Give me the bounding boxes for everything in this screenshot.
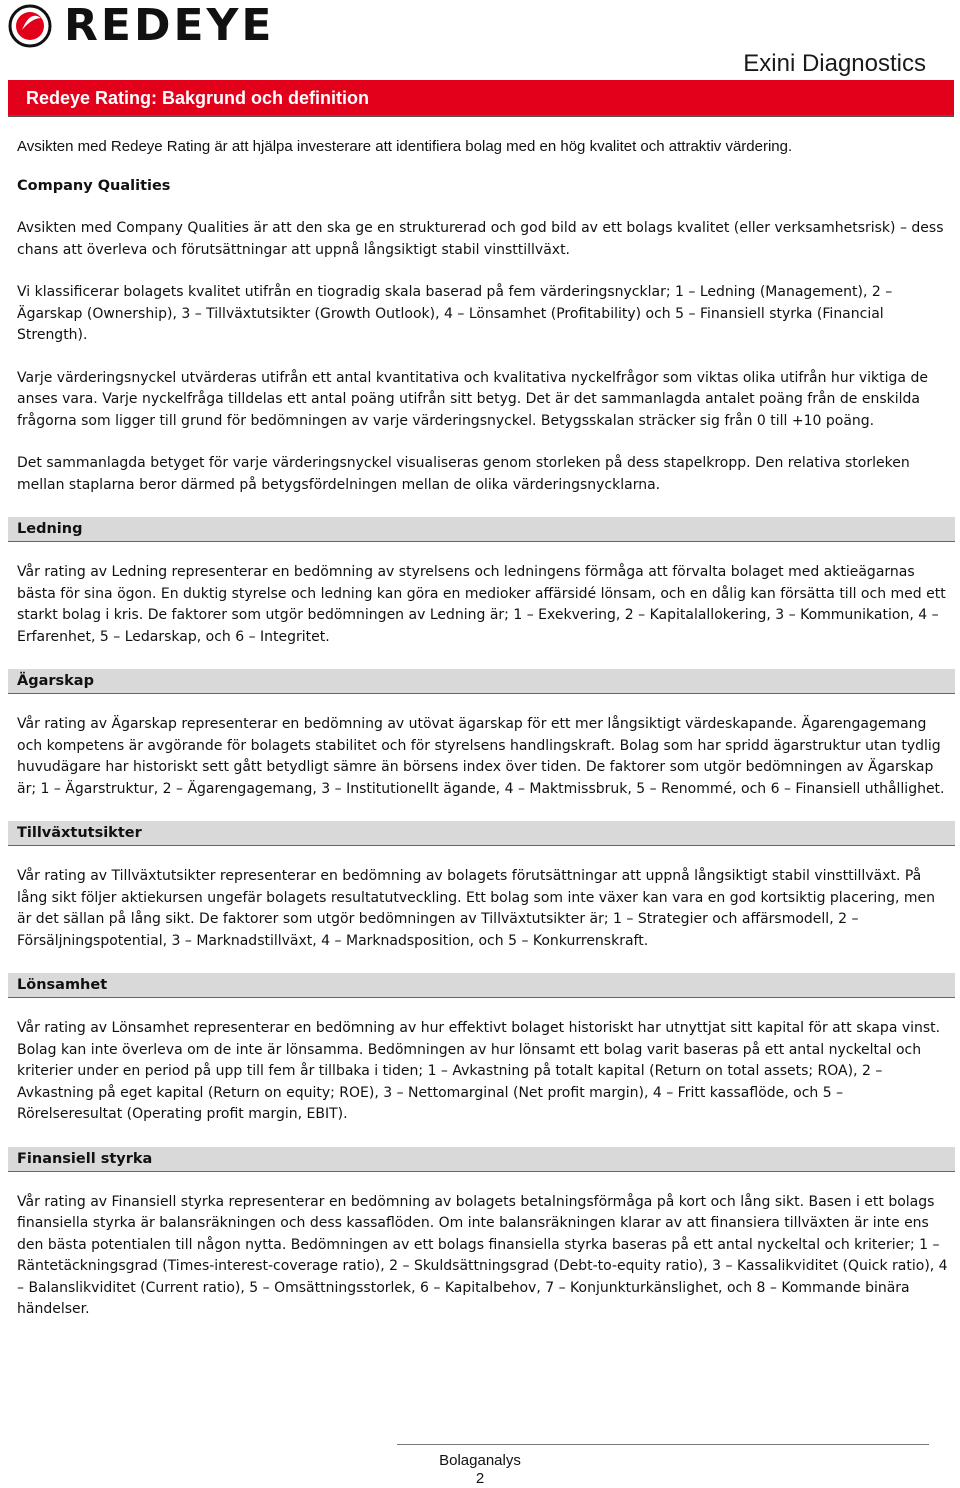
section-text-tillvaxtutsikter: Vår rating av Tillväxtutsikter representerar en bedömning av bolagets förutsättningar att uppnå långsiktigt stabil vinsttillväxt. På lång sikt följer aktiekursen ungefär bolagets resultatutveckling. Ett bolag som inte växer kan vara en god kortsiktig placering, men är det sällan på lång sikt. De faktorer som utgör bedömningen av Tillväxtutsikter är; 1 – Strategier och affärsmodell, 2 – Försäljningspotential, 3 – Marknadstillväxt, 4 – Marknadsposition, och 5 – Konkurrenskraft. (17, 868, 936, 949)
page-number: 2 (475, 1470, 485, 1487)
section-heading-ledning: Ledning (8, 517, 955, 542)
document-body (17, 136, 952, 1342)
footer-divider (397, 1444, 929, 1445)
cq-paragraph-4: Det sammanlagda betyget för varje värderingsnyckel visualiseras genom storleken på dess stapelkropp. Den relativa storleken mellan staplarna beror därmed på betygsfördelningen mellan de olika värderingsnycklarna. (17, 455, 910, 493)
intro-paragraph: Avsikten med Redeye Rating är att hjälpa investerare att identifiera bolag med en hög kvalitet och attraktiv värdering. (17, 138, 793, 155)
redeye-logo (8, 0, 275, 51)
logo-text: REDEYE (64, 0, 275, 51)
section-heading-agarskap: Ägarskap (8, 669, 955, 694)
section-text-lonsamhet: Vår rating av Lönsamhet representerar en bedömning av hur effektivt bolaget historiskt har utnyttjat sitt kapital för att skapa vinst. Bolag kan inte överleva om de inte är lönsamma. Bedömningen av hur lönsamt ett bolag varit baseras på ett antal nyckeltal och kriterier under en period på upp till fem år tillbaka i tiden; 1 – Avkastning på totalt kapital (Return on total assets; ROA), 2 – Avkastning på eget kapital (Return on equity; ROE), 3 – Nettomarginal (Net profit margin), 4 – Fritt kassaflöde, och 5 – Rörelseresultat (Operating profit margin, EBIT). (17, 1020, 941, 1122)
banner-title: Redeye Rating: Bakgrund och definition (26, 88, 370, 108)
company-qualities-heading: Company Qualities (17, 178, 171, 194)
cq-paragraph-2: Vi klassificerar bolagets kvalitet utifrån en tiogradig skala baserad på fem värderingsnycklar; 1 – Ledning (Management), 2 – Ägarskap (Ownership), 3 – Tillväxtutsikter (Growth Outlook), 4 – Lönsamhet (Profitability) och 5 – Finansiell styrka (Financial Strength). (17, 284, 893, 343)
cq-paragraph-3: Varje värderingsnyckel utvärderas utifrån ett antal kvantitativa och kvalitativa nyckelfrågor som viktas olika utifrån hur viktiga de anses vara. Varje nyckelfråga tilldelas ett antal poäng utifrån sitt betyg. Det är det sammanlagda antalet poäng från de enskilda frågorna som ligger till grund för bedömningen av varje värderingsnyckel. Betygsskalan sträcker sig från 0 till +10 poäng. (17, 369, 928, 429)
section-heading-lonsamhet: Lönsamhet (8, 973, 955, 998)
cq-paragraph-1: Avsikten med Company Qualities är att den ska ge en strukturerad och god bild av ett bolags kvalitet (eller verksamhetsrisk) – dess chans att överleva och förutsättningar att uppnå långsiktigt stabil vinsttillväxt. (17, 220, 944, 258)
company-name: Exini Diagnostics (743, 50, 926, 77)
section-text-ledning: Vår rating av Ledning representerar en bedömning av styrelsens och ledningens förmåga att förvalta bolaget med aktieägarnas bästa för sina ögon. En duktig styrelse och ledning kan göra en medioker affärsidé lönsam, och en dålig kan försätta till och med ett starkt bolag i kris. De faktorer som utgör bedömningen av Ledning är; 1 – Exekvering, 2 – Kapitalallokering, 3 – Kommunikation, 4 – Erfarenhet, 5 – Ledarskap, och 6 – Integritet. (17, 564, 946, 645)
section-heading-finansiell-styrka: Finansiell styrka (8, 1147, 955, 1172)
section-heading-tillvaxtutsikter: Tillväxtutsikter (8, 821, 955, 846)
section-text-agarskap: Vår rating av Ägarskap representerar en bedömning av utövat ägarskap för ett mer långsiktigt värdeskapande. Ägarengagemang och kompetens är avgörande för bolagets stabilitet och för styrelsens handlingskraft. Bolag som har spridd ägarstruktur utan tydlig huvudägare har historiskt sett gått betydligt sämre än börsens index över tiden. De faktorer som utgör bedömningen av Ägarskap är; 1 – Ägarstruktur, 2 – Ägarengagemang, 3 – Institutionellt ägande, 4 – Maktmissbruk, 5 – Renommé, och 6 – Finansiell uthållighet. (17, 716, 945, 797)
redeye-eye-icon (8, 4, 52, 48)
section-text-finansiell-styrka: Vår rating av Finansiell styrka representerar en bedömning av bolagets betalningsförmåga på kort och lång sikt. Basen i ett bolags finansiella styrka är balansräkningen och dess kassaflöden. Om inte balansräkningen klarar av att finansiera tillväxten är inte ens den bästa potentialen till någon nytta. Bedömningen av ett bolags finansiella styrka baseras på ett antal nyckeltal och kriterier; 1 – Räntetäckningsgrad (Times-interest-coverage ratio), 2 – Skuldsättningsgrad (Debt-to-equity ratio), 3 – Kassalikviditet (Quick ratio), 4 – Balanslikviditet (Current ratio), 5 – Omsättningsstorlek, 6 – Kapitalbehov, 7 – Konjunkturkänslighet, och 8 – Kommande binära händelser. (17, 1193, 948, 1317)
footer-label: Bolaganalys (439, 1452, 521, 1469)
title-banner (8, 80, 954, 117)
